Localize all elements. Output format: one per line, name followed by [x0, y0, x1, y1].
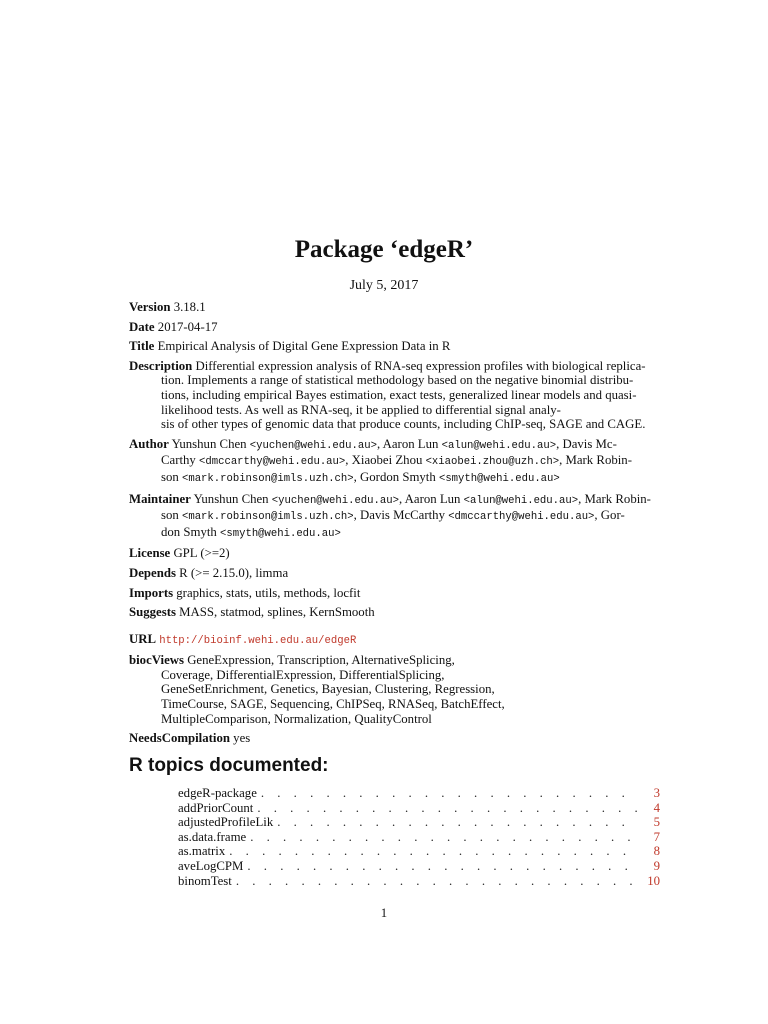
field-depends [129, 566, 659, 581]
field-value-line: tions, including empirical Bayes estimation, exact tests, generalized linear models and quasi- [161, 387, 637, 402]
author-email: <xiaobei.zhou@uzh.ch> [425, 456, 560, 469]
field-value: 3.18.1 [173, 300, 206, 314]
field-value-line: tion. Implements a range of statistical methodology based on the negative binomial distribu- [161, 373, 634, 388]
field-value: GPL (>=2) [173, 546, 230, 561]
toc-page-link[interactable]: 4 [653, 800, 660, 815]
toc-leader-dots [236, 874, 638, 889]
maintainer-email: <mark.robinson@imls.uzh.ch> [181, 511, 354, 524]
field-value-line: likelihood tests. As well as RNA-seq, it be applied to differential signal analy- [161, 402, 561, 417]
author-name: , Aaron Lun [376, 436, 442, 451]
field-key: Imports [129, 585, 174, 600]
author-name: Yunshun Chen [171, 436, 250, 451]
author-email: <smyth@wehi.edu.au> [438, 472, 560, 485]
toc-entry-name: adjustedProfileLik [178, 815, 274, 830]
toc-leader-dots [229, 844, 638, 859]
author-email: <alun@wehi.edu.au> [441, 439, 557, 452]
field-value-line: GeneSetEnrichment, Genetics, Bayesian, Clustering, Regression, [161, 682, 495, 697]
field-key: Version [129, 300, 171, 314]
toc-entry[interactable] [178, 801, 660, 816]
toc-leader-dots [277, 815, 638, 830]
author-name: , Mark Robin- [559, 453, 632, 468]
maintainer-email: <alun@wehi.edu.au> [463, 494, 579, 507]
toc-page-link[interactable]: 10 [647, 873, 660, 888]
field-value: yes [233, 731, 251, 746]
field-value-line: sis of other types of genomic data that produce counts, including ChIP-seq, SAGE and CAGE. [161, 417, 646, 432]
toc-page-link[interactable]: 8 [653, 844, 660, 859]
field-value-line: MultipleComparison, Normalization, QualityControl [161, 711, 432, 726]
toc-entry[interactable] [178, 859, 660, 874]
topics-heading: R topics documented: [129, 755, 329, 776]
page-number: 1 [380, 906, 388, 920]
author-name: Carthy [161, 453, 200, 468]
field-needscompilation [129, 731, 659, 746]
field-value: graphics, stats, utils, methods, locfit [176, 585, 361, 600]
toc-entry[interactable] [178, 815, 660, 830]
toc-entry[interactable] [178, 874, 660, 889]
toc-leader-dots [250, 830, 638, 845]
field-value: 2017-04-17 [157, 319, 218, 334]
toc-leader-dots [261, 786, 638, 801]
field-suggests [129, 605, 659, 620]
field-title [129, 339, 659, 354]
author-email: <dmccarthy@wehi.edu.au> [199, 456, 346, 469]
url-link[interactable]: http://bioinf.wehi.edu.au/edgeR [159, 634, 357, 647]
field-date [129, 320, 659, 335]
field-value-line [129, 508, 659, 525]
field-key: License [129, 546, 171, 561]
maintainer-name: , Mark Robin- [578, 491, 651, 506]
field-key: Title [129, 339, 155, 354]
package-date: July 5, 2017 [349, 278, 419, 293]
toc-entry-name: edgeR-package [178, 786, 257, 800]
maintainer-name: don Smyth [161, 524, 221, 539]
author-name: son [161, 469, 182, 484]
field-key: Author [129, 436, 169, 451]
field-value-line: Coverage, DifferentialExpression, DifferentialSplicing, [161, 667, 445, 682]
toc-entry-name: as.data.frame [178, 829, 247, 844]
field-author [129, 437, 659, 487]
toc-entry-name: as.matrix [178, 844, 226, 859]
author-email: <mark.robinson@imls.uzh.ch> [181, 472, 354, 485]
package-title: Package ‘edgeR’ [294, 236, 474, 263]
maintainer-email: <yuchen@wehi.edu.au> [271, 494, 399, 507]
field-key: Suggests [129, 605, 176, 620]
maintainer-name: Yunshun Chen [193, 491, 272, 506]
field-value-line [129, 470, 659, 487]
field-key: NeedsCompilation [129, 731, 230, 746]
maintainer-name: , Davis McCarthy [353, 508, 449, 523]
field-value-line: TimeCourse, SAGE, Sequencing, ChIPSeq, RNASeq, BatchEffect, [161, 697, 505, 712]
author-name: , Xiaobei Zhou [345, 453, 426, 468]
field-value: GeneExpression, Transcription, AlternativeSplicing, [187, 653, 455, 668]
field-key: Maintainer [129, 491, 191, 506]
field-key: biocViews [129, 653, 184, 668]
toc-page-link[interactable]: 3 [653, 786, 660, 800]
toc-page-link[interactable]: 5 [653, 815, 660, 830]
field-maintainer [129, 492, 659, 542]
toc-page-link[interactable]: 7 [653, 829, 660, 844]
toc-entry-name: binomTest [178, 873, 232, 888]
toc-page-link[interactable]: 9 [653, 858, 660, 873]
toc-leader-dots [247, 859, 638, 874]
field-value-line [129, 525, 659, 542]
author-email: <yuchen@wehi.edu.au> [249, 439, 377, 452]
field-value: Differential expression analysis of RNA-seq expression profiles with biological replica- [195, 358, 646, 373]
toc-entry-name: addPriorCount [178, 800, 254, 815]
field-key: Depends [129, 565, 176, 580]
table-of-contents [178, 786, 660, 888]
field-biocviews [129, 653, 659, 726]
field-value: MASS, statmod, splines, KernSmooth [179, 605, 375, 620]
maintainer-email: <smyth@wehi.edu.au> [220, 527, 341, 540]
toc-entry[interactable] [178, 844, 660, 859]
maintainer-email: <dmccarthy@wehi.edu.au> [448, 511, 595, 524]
field-value-line [129, 453, 659, 470]
field-key: Description [129, 358, 193, 373]
field-description [129, 359, 659, 432]
field-value: R (>= 2.15.0), limma [179, 565, 289, 580]
field-url [129, 632, 659, 649]
toc-entry[interactable] [178, 830, 660, 845]
field-key: URL [129, 631, 157, 646]
description-fields [129, 300, 659, 751]
field-imports [129, 586, 659, 601]
field-version [129, 300, 659, 315]
field-key: Date [129, 319, 155, 334]
author-name: , Davis Mc- [556, 436, 617, 451]
field-license [129, 546, 659, 561]
toc-leader-dots [257, 801, 638, 816]
maintainer-name: , Gor- [594, 508, 625, 523]
toc-entry[interactable] [178, 786, 660, 801]
maintainer-name: son [161, 508, 182, 523]
author-name: , Gordon Smyth [353, 469, 439, 484]
field-value: Empirical Analysis of Digital Gene Expression Data in R [157, 339, 451, 354]
toc-entry-name: aveLogCPM [178, 858, 244, 873]
maintainer-name: , Aaron Lun [398, 491, 464, 506]
